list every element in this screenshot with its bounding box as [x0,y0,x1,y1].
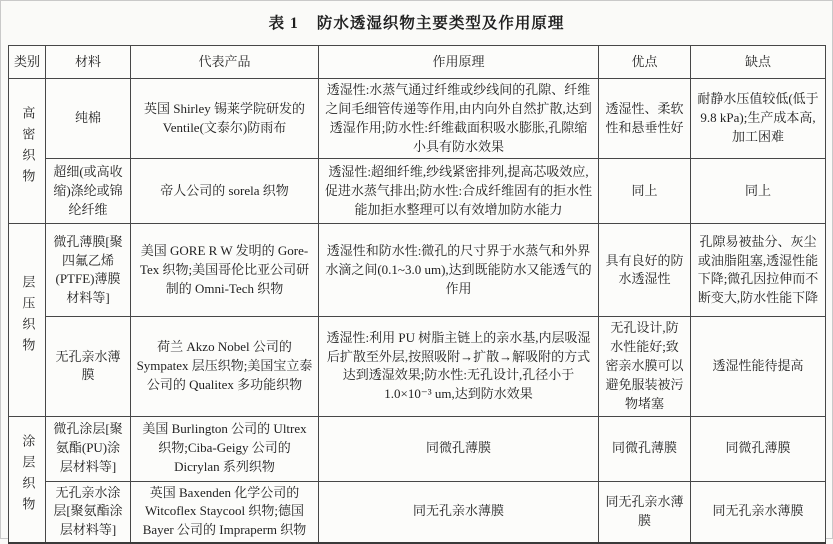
cell-advantage: 同上 [599,159,691,224]
cell-material: 无孔亲水薄膜 [46,317,131,416]
cell-principle: 透湿性:利用 PU 树脂主链上的亲水基,内层吸湿后扩散至外层,按照吸附→扩散→解吸附的方式达到透湿效果;防水性:无孔设计,孔径小于 1.0×10⁻³ um,达到防水效果 [319,317,599,416]
cell-advantage: 具有良好的防水透湿性 [599,224,691,317]
cell-disadvantage: 耐静水压值较低(低于 9.8 kPa);生产成本高,加工困难 [691,79,826,159]
cell-material: 微孔涂层[聚氨酯(PU)涂层材料等] [46,416,131,481]
fabric-types-table [8,45,826,544]
cell-principle: 透湿性和防水性:微孔的尺寸界于水蒸气和外界水滴之间(0.1~3.0 um),达到既能防水又能透气的作用 [319,224,599,317]
cell-disadvantage: 同上 [691,159,826,224]
col-header-disadvantage: 缺点 [691,46,826,79]
cell-product: 英国 Shirley 锡莱学院研发的 Ventile(文泰尔)防雨布 [131,79,319,159]
cell-disadvantage: 同无孔亲水薄膜 [691,481,826,543]
table-title-label: 表 1 [268,15,299,32]
header-row [9,46,826,79]
cell-product: 英国 Baxenden 化学公司的 Witcoflex Staycool 织物;德国 Bayer 公司的 Impraperm 织物 [131,481,319,543]
table-row [9,416,826,481]
cell-advantage: 同无孔亲水薄膜 [599,481,691,543]
cell-product: 荷兰 Akzo Nobel 公司的 Sympatex 层压织物;美国宝立泰公司的 Qualitex 多功能织物 [131,317,319,416]
category-label: 层压织物 [20,274,36,360]
cell-advantage: 透湿性、柔软性和悬垂性好 [599,79,691,159]
category-label: 高密织物 [20,106,36,191]
cell-disadvantage: 同微孔薄膜 [691,416,826,481]
cell-disadvantage: 孔隙易被盐分、灰尘或油脂阻塞,透湿性能下降;微孔因拉伸而不断变大,防水性能下降 [691,224,826,317]
col-header-category: 类别 [9,46,46,79]
cell-disadvantage: 透湿性能待提高 [691,317,826,416]
table-row [9,224,826,317]
cell-principle: 透湿性:水蒸气通过纤维或纱线间的孔隙、纤维之间毛细管传递等作用,由内向外自然扩散,达到透湿作用;防水性:纤维截面积吸水膨胀,孔隙缩小具有防水效果 [319,79,599,159]
cell-principle: 同微孔薄膜 [319,416,599,481]
table-row [9,481,826,543]
col-header-product: 代表产品 [131,46,319,79]
cell-principle: 同无孔亲水薄膜 [319,481,599,543]
table-title-text: 防水透湿织物主要类型及作用原理 [316,15,565,32]
cell-product: 美国 Burlington 公司的 Ultrex 织物;Ciba-Geigy 公司的 Dicrylan 系列织物 [131,416,319,481]
category-label: 涂层织物 [20,434,36,519]
cell-material: 纯棉 [46,79,131,159]
cell-material: 无孔亲水涂层[聚氨酯涂层材料等] [46,481,131,543]
cell-material: 超细(或高收缩)涤纶或锦纶纤维 [46,159,131,224]
category-cell-laminated [9,224,46,416]
cell-product: 美国 GORE R W 发明的 Gore-Tex 织物;美国哥伦比亚公司研制的 Omni-Tech 织物 [131,224,319,317]
cell-product: 帝人公司的 sorela 织物 [131,159,319,224]
col-header-principle: 作用原理 [319,46,599,79]
cell-advantage: 无孔设计,防水性能好;致密亲水膜可以避免服装被污物堵塞 [599,317,691,416]
cell-advantage: 同微孔薄膜 [599,416,691,481]
cell-principle: 透湿性:超细纤维,纱线紧密排列,提高芯吸效应,促进水蒸气排出;防水性:合成纤维固有的拒水性能加拒水整理可以有效增加防水能力 [319,159,599,224]
cell-material: 微孔薄膜[聚四氟乙烯(PTFE)薄膜材料等] [46,224,131,317]
table-title [0,0,833,44]
category-cell-coated [9,416,46,543]
table-row [9,79,826,159]
col-header-material: 材料 [46,46,131,79]
table-row [9,317,826,416]
category-cell-high-density [9,79,46,224]
table-row [9,159,826,224]
col-header-advantage: 优点 [599,46,691,79]
